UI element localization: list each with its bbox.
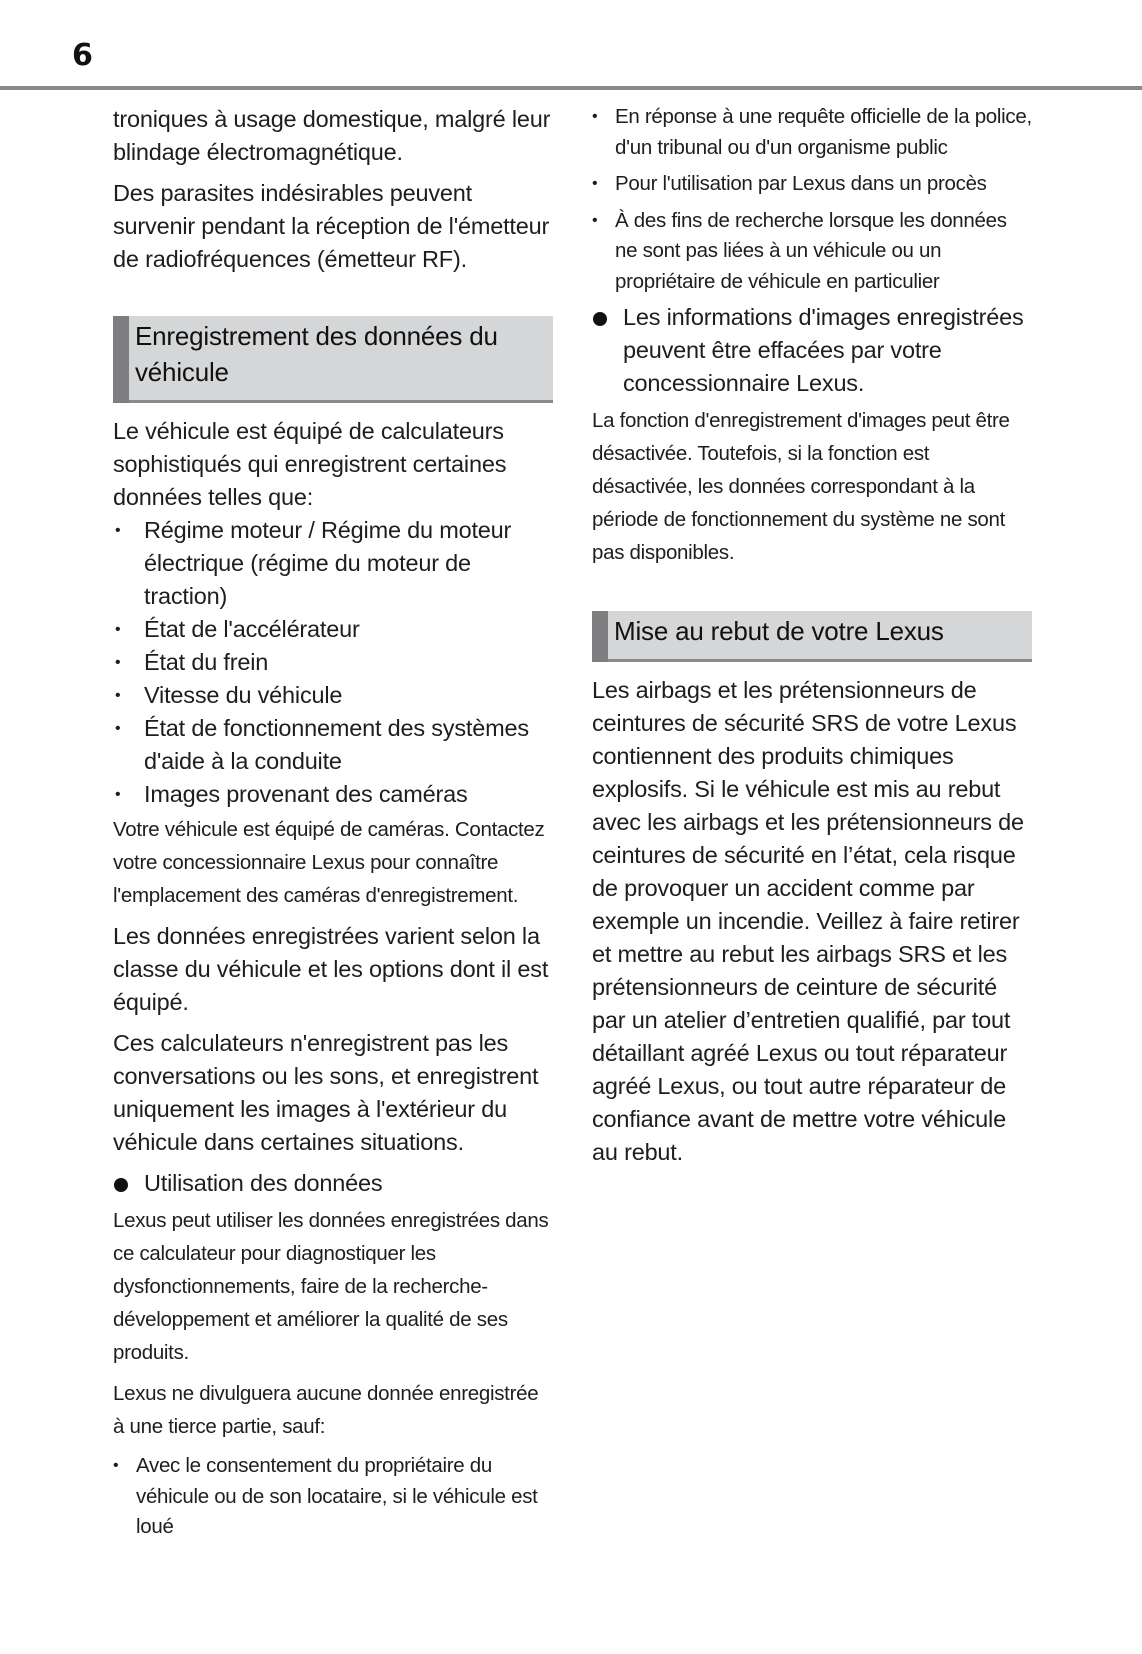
bullet-icon: • [592, 211, 598, 229]
header-rule [0, 86, 1142, 90]
usage-paragraph: Lexus peut utiliser les données enregistrées dans ce calculateur pour diagnostiquer les dysfonctionnements, faire de la recherche-développement et améliorer la qualité de ses produits. [113, 1209, 549, 1364]
list-item-text: Vitesse du véhicule [144, 682, 343, 708]
list-item [592, 206, 1032, 298]
list-item-text: État du frein [144, 649, 269, 675]
bullet-disc-icon [593, 312, 607, 326]
left-column [113, 100, 553, 1543]
list-item [113, 646, 553, 679]
bullet-icon: • [115, 786, 121, 803]
list-item-text: Images provenant des caméras [144, 781, 468, 807]
image-erase-heading-text: Les informations d'images enregistrées peuvent être effacées par votre concessionnaire Lexus. [623, 304, 1024, 396]
list-item [113, 679, 553, 712]
bullet-icon: • [115, 654, 121, 671]
bullet-icon: • [592, 108, 598, 125]
usage-heading [113, 1167, 553, 1200]
list-item-text: Avec le consentement du propriétaire du véhicule ou de son locataire, si le véhicule est loué [136, 1454, 538, 1538]
image-erase-heading [592, 301, 1032, 400]
data-varies-paragraph: Les données enregistrées varient selon la classe du véhicule et les options dont il est équipé. [113, 923, 549, 1015]
intro-paragraph: Des parasites indésirables peuvent survenir pendant la réception de l'émetteur de radiofréquences (émetteur RF). [113, 180, 550, 272]
section-heading-data-recording [113, 316, 553, 403]
bullet-icon: • [115, 720, 121, 737]
section-heading-disposal [592, 611, 1032, 662]
bullet-icon: • [592, 175, 598, 192]
list-item-text: En réponse à une requête officielle de la police, d'un tribunal ou d'un organisme public [615, 105, 1032, 159]
list-item [113, 613, 553, 646]
list-item [113, 712, 553, 778]
section-title: Mise au rebut de votre Lexus [614, 616, 944, 646]
bullet-disc-icon [114, 1178, 128, 1192]
page-number: 6 [72, 38, 93, 73]
recorded-data-list [113, 514, 553, 811]
section-accent-bar [113, 316, 129, 403]
list-item [592, 102, 1032, 163]
disposal-paragraph: Les airbags et les prétensionneurs de ceintures de sécurité SRS de votre Lexus contiennent des produits chimiques explosifs. Si le véhicule est mis au rebut avec les airbags et les prétensionneurs de ceintures de sécurité en l’état, cela risque de provoquer un accident comme par exemple un incendie. Veillez à faire retirer et mettre au rebut les airbags SRS et les prétensionneurs de ceinture de sécurité par un atelier d’entretien qualifié, par tout détaillant agréé Lexus ou tout réparateur agréé Lexus, ou tout autre réparateur de confiance avant de mettre votre véhicule au rebut. [592, 677, 1024, 1165]
bullet-icon: • [115, 621, 121, 638]
list-item-text: État de l'accélérateur [144, 616, 360, 642]
list-item [113, 778, 553, 811]
bullet-icon: • [115, 687, 121, 704]
list-item [113, 1451, 553, 1543]
list-item-text: Pour l'utilisation par Lexus dans un procès [615, 172, 987, 195]
recorded-intro: Le véhicule est équipé de calculateurs sophistiqués qui enregistrent certaines données telles que: [113, 418, 507, 510]
camera-note: Votre véhicule est équipé de caméras. Contactez votre concessionnaire Lexus pour connaître l'emplacement des caméras d'enregistrement. [113, 818, 545, 907]
list-item [592, 169, 1032, 200]
image-disable-paragraph: La fonction d'enregistrement d'images peut être désactivée. Toutefois, si la fonction est désactivée, les données correspondant à la période de fonctionnement du système ne sont pas disponibles. [592, 409, 1010, 564]
no-audio-paragraph: Ces calculateurs n'enregistrent pas les conversations ou les sons, et enregistrent uniquement les images à l'extérieur du véhicule dans certaines situations. [113, 1030, 539, 1155]
intro-paragraph: troniques à usage domestique, malgré leur blindage électromagnétique. [113, 106, 551, 165]
list-item [113, 514, 553, 613]
list-item-text: État de fonctionnement des systèmes d'aide à la conduite [144, 715, 529, 774]
list-item-text: À des fins de recherche lorsque les données ne sont pas liées à un véhicule ou un propriétaire de véhicule en particulier [615, 208, 1007, 293]
bullet-icon: • [115, 522, 121, 539]
section-title: Enregistrement des données du véhicule [135, 321, 498, 387]
disclosure-intro: Lexus ne divulguera aucune donnée enregistrée à une tierce partie, sauf: [113, 1382, 539, 1438]
right-column [592, 100, 1032, 1169]
list-item-text: Régime moteur / Régime du moteur électrique (régime du moteur de traction) [144, 517, 512, 609]
disclosure-list-continued [592, 102, 1032, 297]
bullet-icon: • [113, 1457, 119, 1474]
section-accent-bar [592, 611, 608, 662]
disclosure-list [113, 1451, 553, 1543]
usage-heading-text: Utilisation des données [144, 1170, 383, 1196]
